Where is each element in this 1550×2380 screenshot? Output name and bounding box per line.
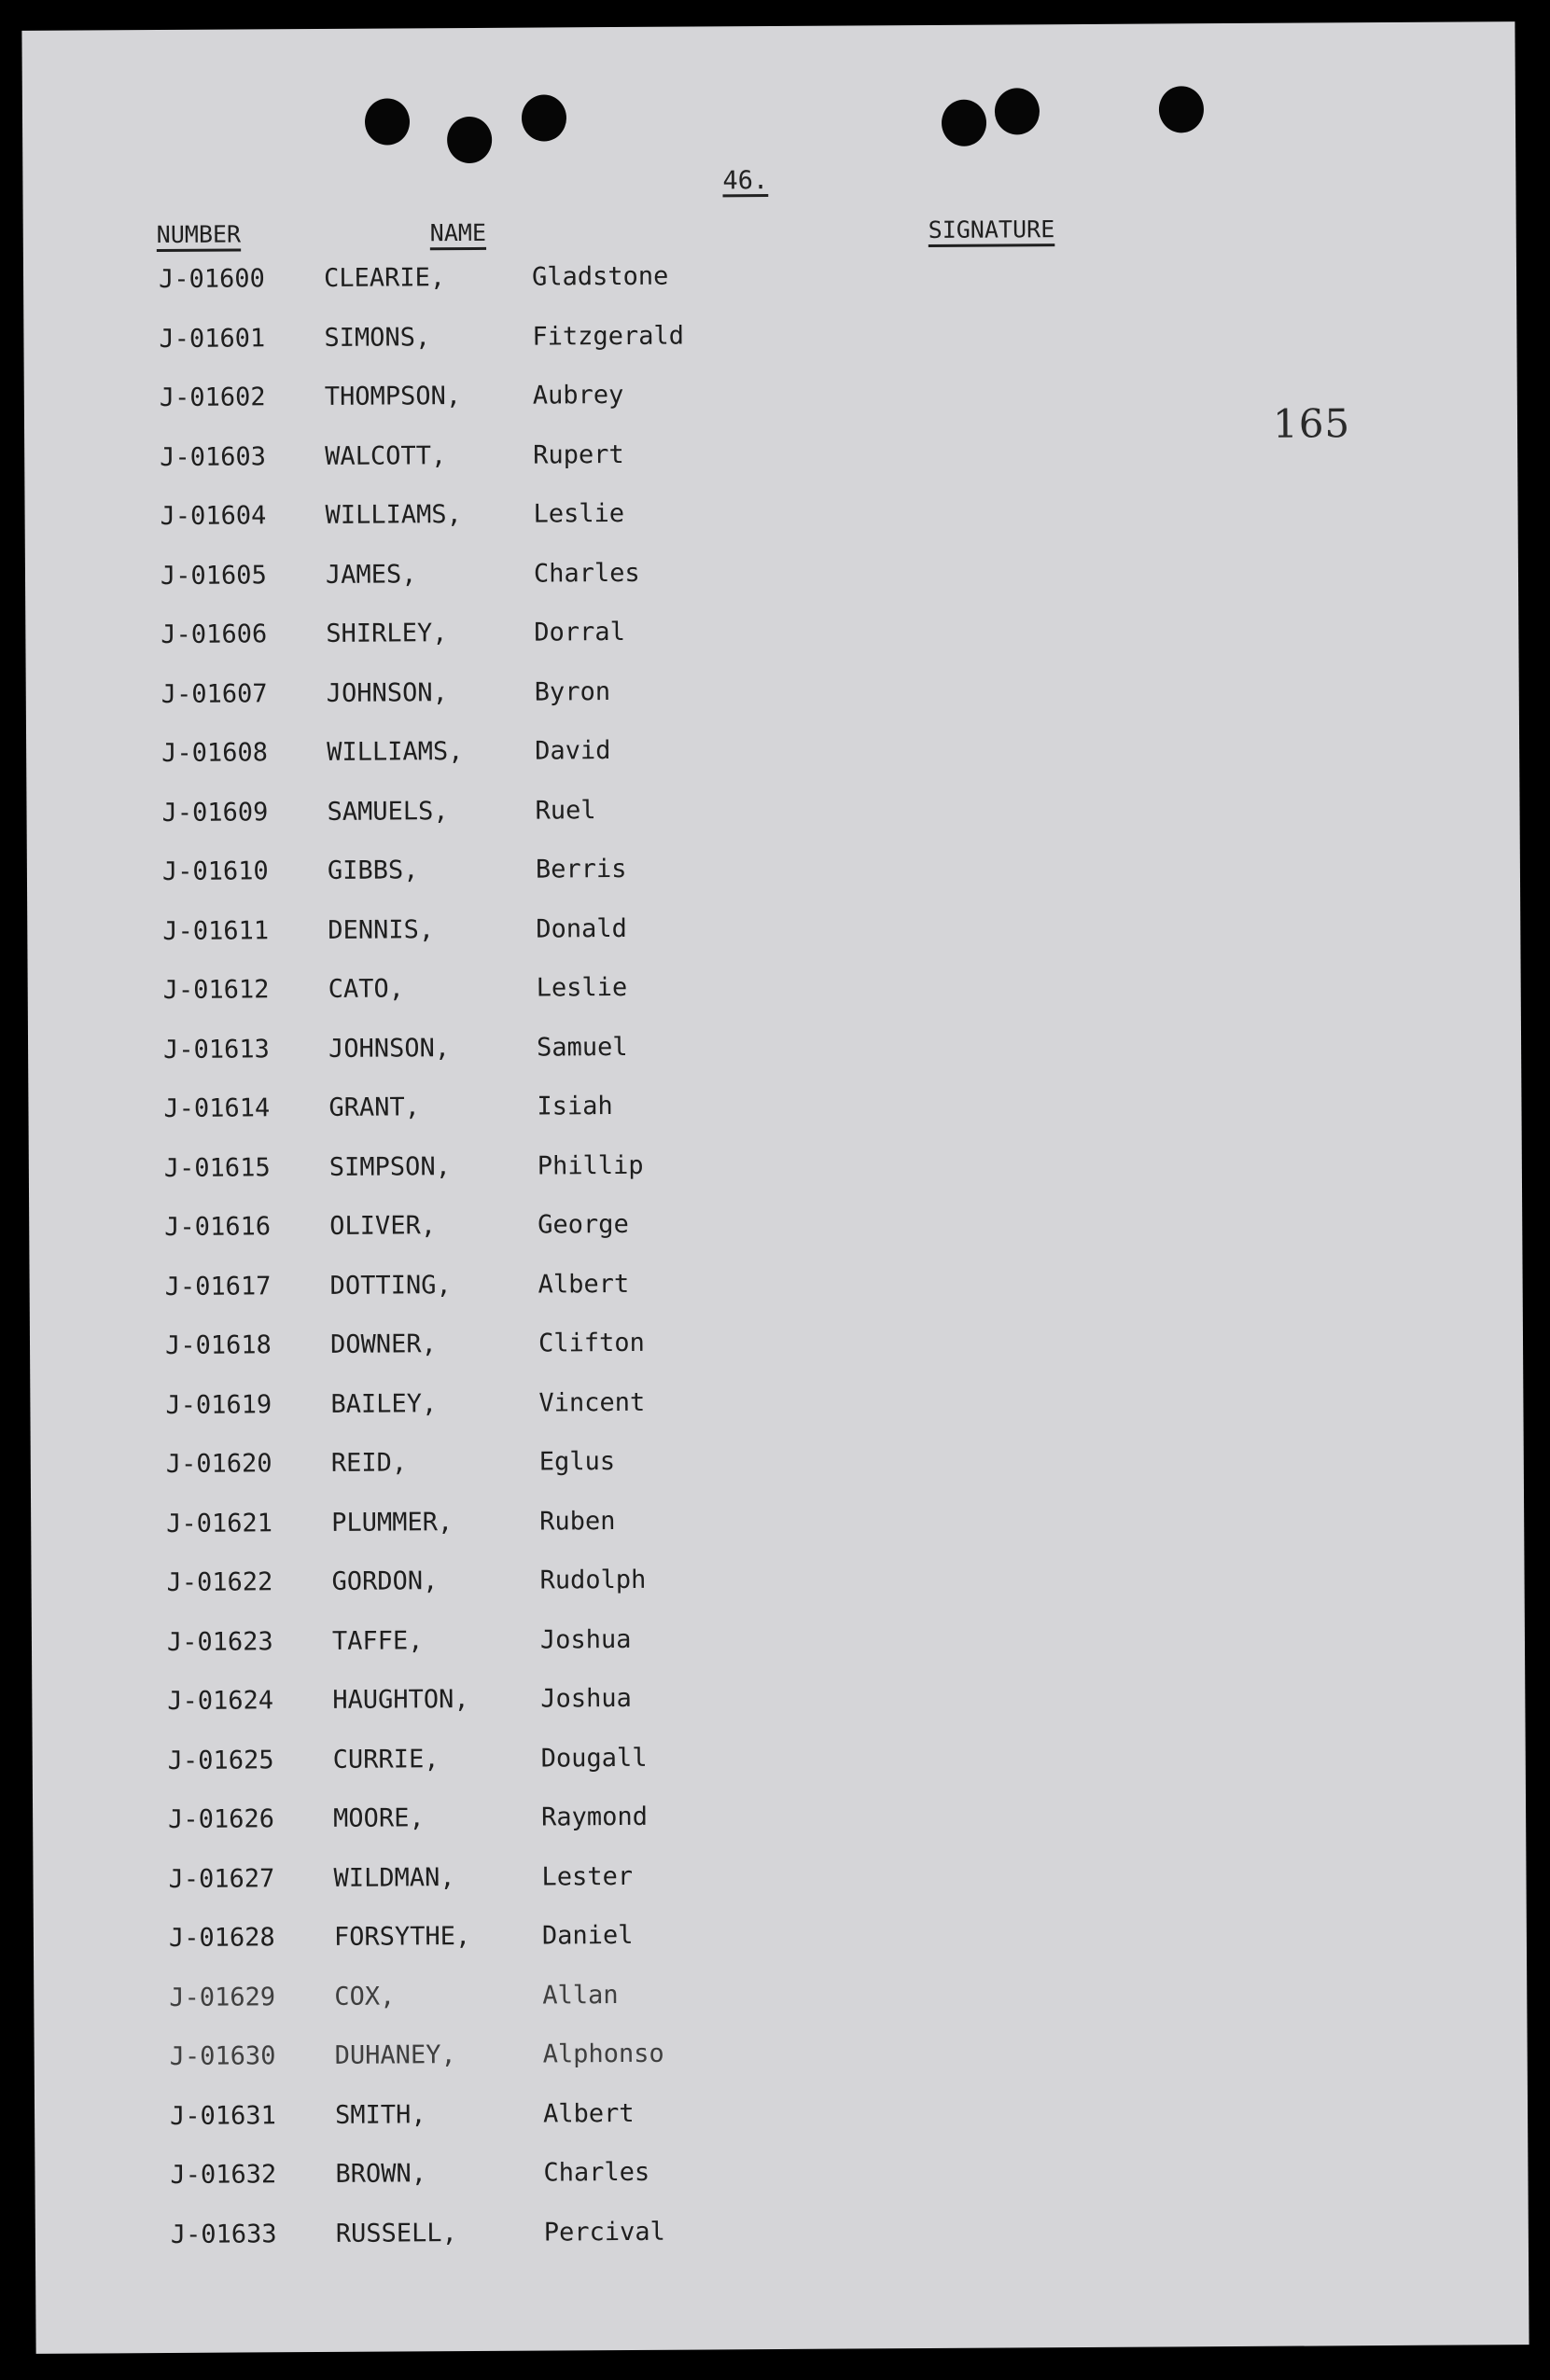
surname: JOHNSON, [328,1033,451,1064]
given-name: Berris [535,854,627,884]
list-item [165,1268,818,1331]
given-name: Percival [543,2217,665,2248]
list-item [160,438,813,502]
register-number: J-01620 [165,1449,272,1479]
punch-hole [522,94,566,141]
given-name: Donald [536,913,627,944]
surname: COX, [334,1982,396,2011]
stamped-number: 165 [1272,400,1351,447]
surname: BROWN, [335,2159,427,2189]
register-number: J-01623 [166,1626,273,1657]
surname: WILDMAN, [333,1862,455,1893]
register-number: J-01607 [161,678,268,709]
surname: DUHANEY, [334,2040,456,2070]
register-number: J-01628 [168,1923,275,1953]
list-item [169,1979,822,2042]
given-name: Rupert [533,439,624,470]
page-number: 46. [722,166,769,196]
register-number: J-01600 [158,264,265,295]
given-name: Charles [543,2157,650,2188]
given-name: Fitzgerald [532,321,685,352]
list-item [170,2157,823,2220]
list-item [161,617,814,680]
list-item [165,1328,818,1391]
list-item [168,1742,821,1805]
register-number: J-01625 [167,1745,274,1775]
surname: WALCOTT, [325,440,447,471]
surname: THOMPSON, [324,382,462,411]
surname: SIMONS, [324,322,431,353]
list-item [161,675,815,739]
list-item [162,912,816,976]
register-number: J-01608 [161,738,269,769]
surname: FORSYTHE, [333,1922,471,1952]
given-name: Joshua [539,1624,632,1655]
list-item [161,794,815,857]
surname: JAMES, [325,559,417,590]
punch-hole [447,117,492,163]
surname: SMITH, [334,2099,426,2130]
given-name: Allan [542,1980,619,2011]
surname: PLUMMER, [331,1507,454,1538]
register-number: J-01621 [166,1508,273,1538]
given-name: Joshua [540,1683,632,1714]
given-name: Leslie [536,972,628,1003]
register-number: J-01630 [169,2041,276,2071]
given-name: Byron [534,676,611,707]
surname: GRANT, [328,1093,421,1122]
register-number: J-01616 [164,1212,272,1243]
surname: RUSSELL, [335,2218,457,2248]
list-item [166,1565,819,1628]
register-number: J-01603 [160,441,267,472]
register-number: J-01619 [165,1389,272,1420]
surname: SIMPSON, [328,1151,451,1182]
given-name: Clifton [538,1328,645,1358]
given-name: Albert [538,1269,630,1300]
surname: SAMUELS, [327,796,449,827]
given-name: Dorral [534,617,626,647]
list-item [159,320,812,383]
list-item [170,2039,823,2102]
list-item [159,261,812,325]
surname: DENNIS, [328,914,435,945]
surname: GORDON, [331,1566,439,1596]
register-number: J-01632 [170,2160,277,2190]
register-number: J-01609 [161,797,269,828]
punch-hole [942,100,986,146]
register-number: J-01618 [164,1330,272,1360]
register-number: J-01611 [162,915,270,946]
given-name: Ruel [535,795,596,826]
surname: CLEARIE, [323,263,446,293]
given-name: Alphonso [542,2039,664,2069]
given-name: Phillip [537,1150,644,1181]
list-item [160,380,813,443]
given-name: Rudolph [539,1565,647,1595]
register-number: J-01605 [160,560,267,591]
register-number: J-01601 [159,323,266,354]
list-item [169,1920,822,1983]
surname: REID, [330,1448,408,1478]
given-name: Dougall [540,1743,648,1774]
list-item [166,1446,819,1510]
register-number: J-01631 [169,2100,276,2131]
register-number: J-01629 [169,1982,276,2012]
given-name: Aubrey [532,380,624,411]
register-list [159,261,824,2279]
register-number: J-01633 [170,2219,277,2249]
given-name: Raymond [541,1802,649,1832]
register-number: J-01615 [163,1152,271,1183]
surname: WILLIAMS, [327,737,464,767]
register-number: J-01610 [161,856,269,887]
list-item [168,1802,821,1865]
register-number: J-01606 [161,619,268,650]
given-name: Ruben [539,1506,616,1537]
column-header-signature: SIGNATURE [928,216,1055,244]
surname: CURRIE, [332,1744,440,1775]
register-number: J-01617 [164,1271,272,1301]
punch-hole [995,88,1040,134]
register-number: J-01602 [159,383,266,413]
list-item [168,1860,821,1924]
list-item [163,1091,817,1154]
given-name: George [538,1209,629,1240]
punch-hole [365,98,410,145]
list-item [167,1683,820,1747]
given-name: Charles [533,558,640,589]
given-name: Gladstone [531,261,669,292]
list-item [160,498,813,562]
column-header-number: NUMBER [156,220,242,249]
surname: HAUGHTON, [332,1685,469,1715]
given-name: Eglus [538,1447,616,1477]
given-name: David [535,736,611,766]
list-item [161,557,814,620]
given-name: Vincent [538,1387,646,1418]
given-name: Daniel [541,1920,634,1951]
surname: OLIVER, [329,1211,437,1241]
given-name: Lester [541,1861,634,1892]
register-number: J-01612 [162,975,270,1006]
surname: CATO, [328,974,405,1004]
register-number: J-01624 [167,1686,274,1716]
surname: DOTTING, [329,1270,452,1301]
given-name: Isiah [537,1092,613,1121]
surname: TAFFE, [331,1625,424,1656]
register-number: J-01626 [168,1804,275,1834]
list-item [162,854,816,917]
surname: SHIRLEY, [326,619,448,648]
given-name: Leslie [533,498,625,529]
list-item [163,1031,817,1094]
list-item [170,2097,823,2161]
register-number: J-01613 [162,1034,270,1065]
surname: WILLIAMS, [325,500,462,530]
register-number: J-01627 [168,1863,275,1894]
register-number: J-01604 [160,501,267,532]
column-header-name: NAME [429,218,487,247]
given-name: Samuel [536,1032,628,1063]
list-item [163,972,817,1036]
surname: MOORE, [333,1803,425,1833]
surname: BAILEY, [330,1388,438,1419]
list-item [164,1209,817,1273]
list-item [167,1623,820,1687]
surname: JOHNSON, [326,677,448,708]
punch-hole [1159,86,1204,132]
document-page [21,21,1529,2354]
given-name: Albert [542,2098,635,2129]
list-item [166,1505,819,1568]
register-number: J-01622 [166,1567,273,1597]
surname: DOWNER, [329,1329,437,1359]
list-item [165,1386,818,1450]
register-number: J-01614 [163,1093,271,1124]
list-item [164,1149,817,1213]
list-item [171,2216,824,2279]
surname: GIBBS, [327,856,419,885]
list-item [161,735,815,799]
